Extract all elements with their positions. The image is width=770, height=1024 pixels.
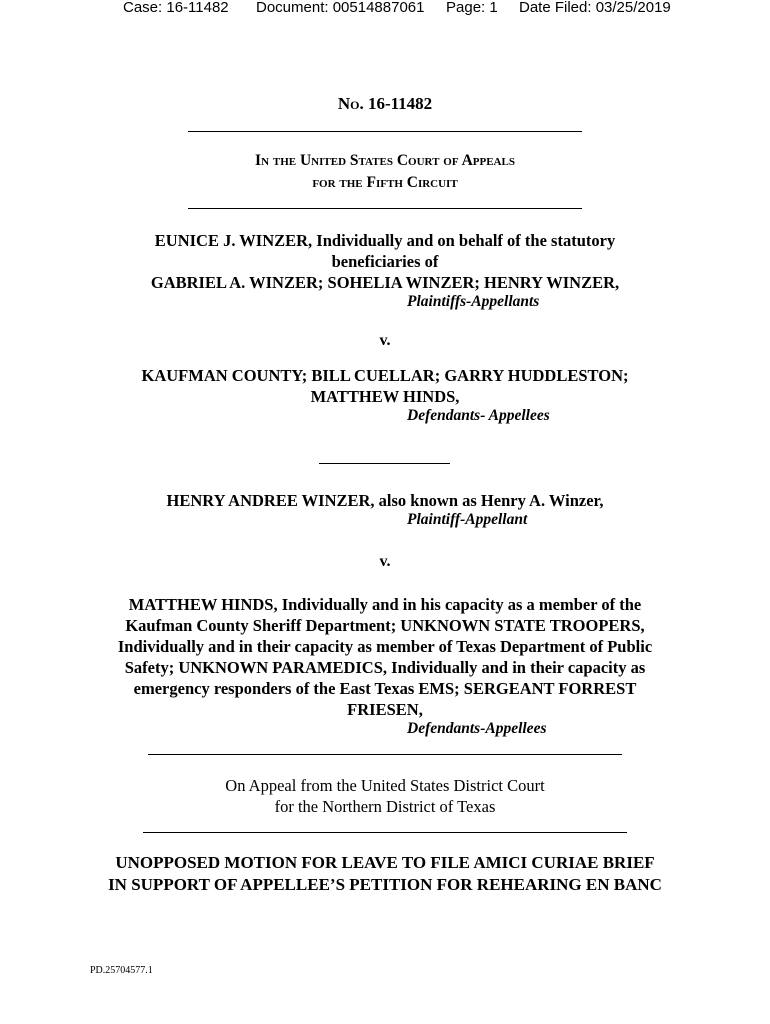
case1-plaintiffs-role: Plaintiffs-Appellants xyxy=(407,293,540,310)
case2-plaintiff-line1: HENRY ANDREE WINZER, also known as Henry A. Winzer, xyxy=(166,491,604,510)
case2-defendants-line2: Kaufman County Sheriff Department; UNKNOWN STATE TROOPERS, xyxy=(125,616,645,635)
header-page-number: Page: 1 xyxy=(446,0,498,16)
motion-title-line1: UNOPPOSED MOTION FOR LEAVE TO FILE AMICI CURIAE BRIEF xyxy=(115,853,655,872)
appeal-line1: On Appeal from the United States District Court xyxy=(225,776,545,795)
header-date-filed: Date Filed: 03/25/2019 xyxy=(519,0,671,16)
case2-defendants-line1: MATTHEW HINDS, Individually and in his capacity as a member of the xyxy=(128,595,642,614)
case1-defendants-role: Defendants- Appellees xyxy=(407,407,550,424)
case2-defendants-line5: emergency responders of the East Texas EMS; SERGEANT FORREST xyxy=(133,679,637,698)
case1-versus: v. xyxy=(379,332,391,349)
footer-document-id: PD.25704577.1 xyxy=(90,965,153,976)
divider-rule xyxy=(143,832,627,833)
case1-plaintiffs-line3: GABRIEL A. WINZER; SOHELIA WINZER; HENRY WINZER, xyxy=(150,273,620,292)
case2-defendants-line4: Safety; UNKNOWN PARAMEDICS, Individually and in their capacity as xyxy=(124,658,646,677)
header-document-number: Document: 00514887061 xyxy=(256,0,425,16)
case1-plaintiffs-line2: beneficiaries of xyxy=(331,252,439,271)
divider-rule xyxy=(188,131,582,132)
motion-title-line2: IN SUPPORT OF APPELLEE’S PETITION FOR REHEARING EN BANC xyxy=(108,875,662,894)
case2-defendants-line6: FRIESEN, xyxy=(347,700,423,719)
case1-defendants-line1: KAUFMAN COUNTY; BILL CUELLAR; GARRY HUDDLESTON; xyxy=(141,366,629,385)
filing-header xyxy=(0,0,770,19)
appeal-line2: for the Northern District of Texas xyxy=(274,797,496,816)
case2-plaintiff-role: Plaintiff-Appellant xyxy=(407,511,528,528)
divider-rule xyxy=(188,208,582,209)
divider-rule xyxy=(148,754,622,755)
case2-defendants-role: Defendants-Appellees xyxy=(407,720,547,737)
header-case-number: Case: 16-11482 xyxy=(123,0,229,16)
case2-defendants-line3: Individually and in their capacity as member of Texas Department of Public xyxy=(117,637,653,656)
court-name-line2: for the Fifth Circuit xyxy=(312,174,458,191)
short-divider-rule xyxy=(319,463,450,464)
case-number: No. 16-11482 xyxy=(337,94,433,113)
case1-plaintiffs-line1: EUNICE J. WINZER, Individually and on behalf of the statutory xyxy=(154,231,616,250)
case2-versus: v. xyxy=(379,553,391,570)
court-name-line1: In the United States Court of Appeals xyxy=(255,152,515,169)
case1-defendants-line2: MATTHEW HINDS, xyxy=(310,387,460,406)
